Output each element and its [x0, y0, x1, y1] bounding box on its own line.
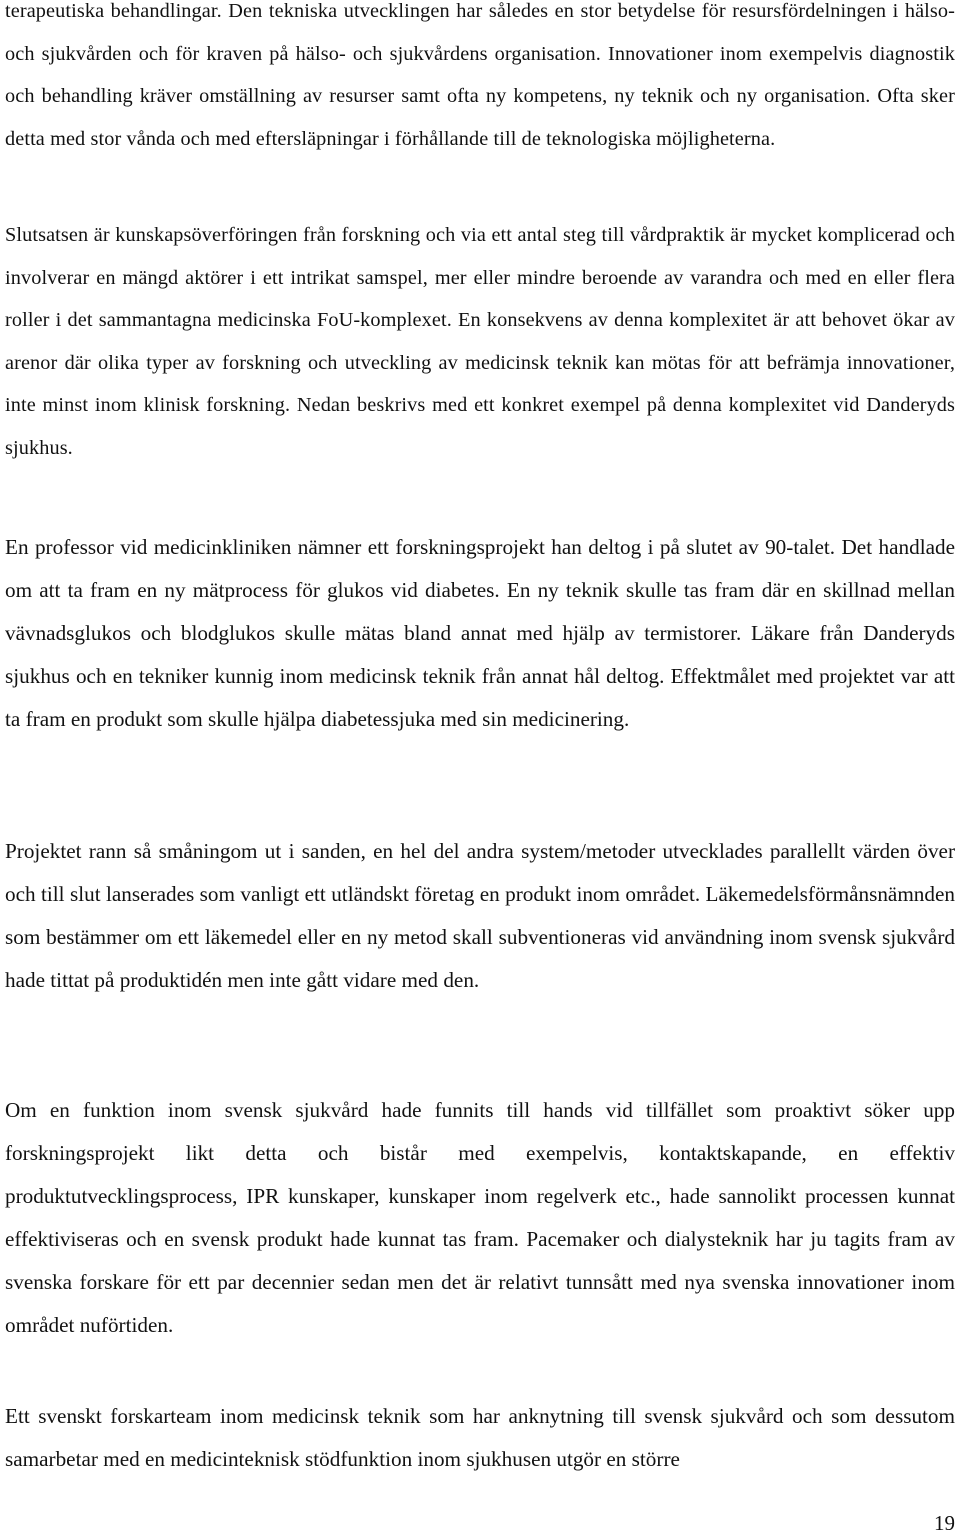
paragraph-4: Projektet rann så småningom ut i sanden, en hel del andra system/metoder utvecklades parallellt värden över och till slut lanserades som vanligt ett utländskt företag en produkt inom området. Läkemedelsförmånsnämnden som bestämmer om ett läkemedel eller en ny metod skall subventioneras vid användning inom svensk sjukvård hade tittat på produktidén men inte gått vidare med den.: [5, 839, 955, 993]
paragraph-5: Om en funktion inom svensk sjukvård hade funnits till hands vid tillfället som proaktivt söker upp forskningsprojekt likt detta och bistår med exempelvis, kontaktskapande, en effektiv produktutvecklingsprocess, IPR kunskaper, kunskaper inom regelverk etc., hade sannolikt processen kunnat effektiviseras och en svensk produkt hade kunnat tas fram. Pacemaker och dialysteknik har ju tagits fram av svenska forskare för ett par decennier sedan men det är relativt tunnsått med nya svenska innovationer inom området nuförtiden.: [5, 1098, 955, 1338]
paragraph-6: Ett svenskt forskarteam inom medicinsk teknik som har anknytning till svensk sjukvård och som dessutom samarbetar med en medicinteknisk stödfunktion inom sjukhusen utgör en större: [5, 1404, 955, 1472]
paragraph-1: terapeutiska behandlingar. Den tekniska utvecklingen har således en stor betydelse för resursfördelningen i hälso- och sjukvården och för kraven på hälso- och sjukvårdens organisation. Innovationer inom exempelvis diagnostik och behandling kräver omställning av resurser samt ofta ny kompetens, ny teknik och ny organisation. Ofta sker detta med stor vånda och med eftersläpningar i förhållande till de teknologiska möjligheterna.: [5, 0, 955, 150]
paragraph-3: En professor vid medicinkliniken nämner ett forskningsprojekt han deltog i på slutet av 90-talet. Det handlade om att ta fram en ny mätprocess för glukos vid diabetes. En ny teknik skulle tas fram där en skillnad mellan vävnadsglukos och blodglukos skulle mätas bland annat med hjälp av termistorer. Läkare från Danderyds sjukhus och en tekniker kunnig inom medicinsk teknik från annat hål deltog. Effektmålet med projektet var att ta fram en produkt som skulle hjälpa diabetessjuka med sin medicinering.: [5, 535, 955, 732]
page-number: 19: [934, 1511, 955, 1535]
paragraph-2: Slutsatsen är kunskapsöverföringen från forskning och via ett antal steg till vårdpraktik är mycket komplicerad och involverar en mängd aktörer i ett intrikat samspel, mer eller mindre beroende av varandra och med en eller flera roller i det sammantagna medicinska FoU-komplexet. En konsekvens av denna komplexitet är att behovet ökar av arenor där olika typer av forskning och utveckling av medicinsk teknik kan mötas för att befrämja innovationer, inte minst inom klinisk forskning. Nedan beskrivs med ett konkret exempel på denna komplexitet vid Danderyds sjukhus.: [5, 224, 955, 459]
